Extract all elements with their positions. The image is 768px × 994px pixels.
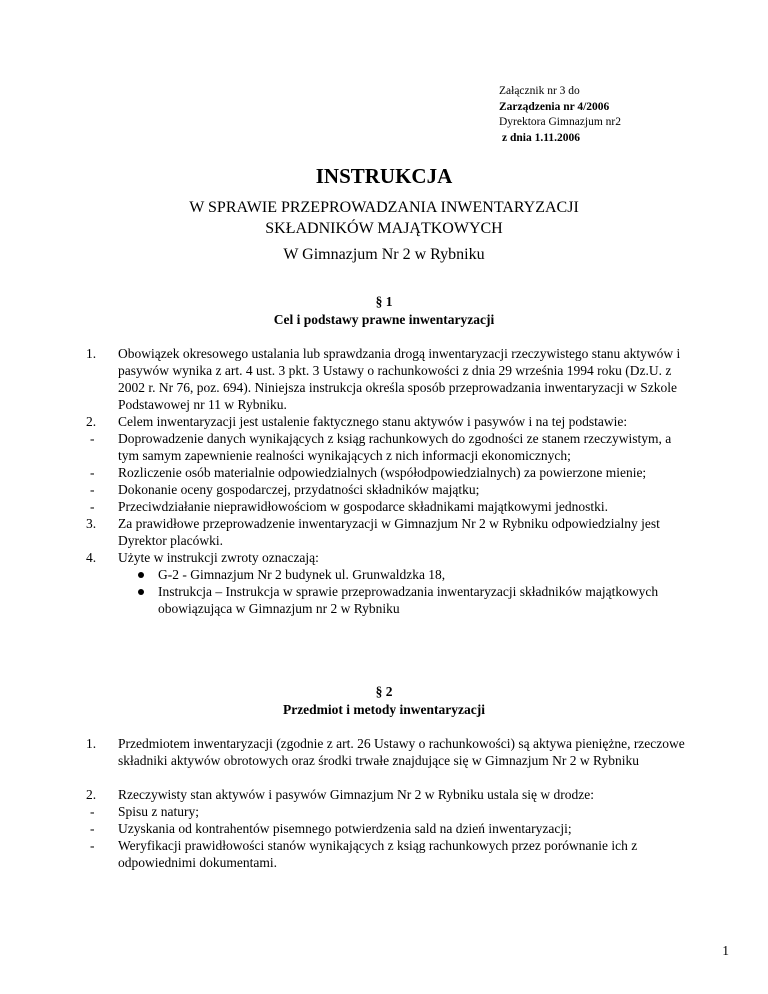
section-2-number: § 2 [375, 684, 393, 699]
list-item-text: Użyte w instrukcji zwroty oznaczają: [118, 550, 319, 565]
section-2-list [84, 735, 694, 871]
dash-item [84, 464, 694, 481]
list-item-text: Dokonanie oceny gospodarczej, przydatności składników majątku; [118, 482, 480, 497]
list-item-text: Doprowadzenie danych wynikających z ksiąg rachunkowych do zgodności ze stanem rzeczywistym, a tym samym zapewnienie realności wynikających z nich informacji ekonomicznych; [118, 431, 672, 463]
list-item-text: Rozliczenie osób materialnie odpowiedzialnych (współodpowiedzialnych) za powierzone mienie; [118, 465, 647, 480]
dash-item [84, 837, 694, 871]
dash-item [84, 803, 694, 820]
list-item-text: Celem inwentaryzacji jest ustalenie faktycznego stanu aktywów i pasywów i na tej podstawie: [118, 414, 628, 429]
numbered-item [84, 413, 694, 430]
list-item-text: Przeciwdziałanie nieprawidłowościom w gospodarce składnikami majątkowymi jednostki. [118, 499, 609, 514]
list-item-text: Uzyskania od kontrahentów pisemnego potwierdzenia sald na dzień inwentaryzacji; [118, 821, 572, 836]
numbered-item [84, 515, 694, 549]
list-marker: - [90, 838, 95, 853]
dash-item [84, 430, 694, 464]
bullet-dot-icon [138, 572, 144, 578]
dash-item [84, 820, 694, 837]
section-2-heading: Przedmiot i metody inwentaryzacji [282, 702, 486, 717]
list-marker: 4. [86, 550, 97, 565]
annex-line-3: Dyrektora Gimnazjum nr2 [499, 116, 621, 128]
dash-item [84, 481, 694, 498]
bullet-item [84, 566, 694, 583]
list-marker: - [90, 499, 95, 514]
list-item-text: Za prawidłowe przeprowadzenie inwentaryzacji w Gimnazjum Nr 2 w Rybniku odpowiedzialny jest Dyrektor placówki. [118, 516, 660, 548]
list-marker: 2. [86, 787, 97, 802]
list-marker: 1. [86, 736, 97, 751]
list-item-text: Spisu z natury; [118, 804, 199, 819]
annex-note [499, 84, 621, 146]
bullet-item [84, 583, 694, 617]
document-subtitle [0, 197, 768, 239]
numbered-item [84, 786, 694, 803]
document-title: INSTRUKCJA [315, 164, 453, 188]
page-number: 1 [722, 943, 729, 958]
dash-item [84, 498, 694, 515]
list-marker: 2. [86, 414, 97, 429]
list-marker: - [90, 465, 95, 480]
section-1-number: § 1 [375, 294, 393, 309]
numbered-item [84, 549, 694, 566]
list-marker: - [90, 482, 95, 497]
annex-line-4: z dnia 1.11.2006 [502, 131, 580, 144]
bullet-dot-icon [138, 589, 144, 595]
list-marker: 1. [86, 346, 97, 361]
subtitle-line-2: SKŁADNIKÓW MAJĄTKOWYCH [265, 220, 503, 237]
subtitle-line-1: W SPRAWIE PRZEPROWADZANIA INWENTARYZACJI [189, 199, 579, 216]
list-item-text: Przedmiotem inwentaryzacji (zgodnie z art. 26 Ustawy o rachunkowości) są aktywa pieniężne, rzeczowe składniki aktywów obrotowych oraz środki trwałe znajdujące się w Gimnazjum Nr 2 w Rybniku [118, 736, 685, 768]
list-item-text: G-2 - Gimnazjum Nr 2 budynek ul. Grunwaldzka 18, [158, 567, 446, 582]
section-1-heading: Cel i podstawy prawne inwentaryzacji [273, 312, 495, 327]
paragraph-gap [84, 769, 694, 786]
list-marker: - [90, 804, 95, 819]
list-item-text: Weryfikacji prawidłowości stanów wynikających z ksiąg rachunkowych przez porównanie ich z odpowiednimi dokumentami. [118, 838, 638, 870]
list-item-text: Rzeczywisty stan aktywów i pasywów Gimnazjum Nr 2 w Rybniku ustala się w drodze: [118, 787, 594, 802]
annex-line-1: Załącznik nr 3 do [499, 85, 580, 97]
section-1-list [84, 345, 694, 617]
numbered-item [84, 735, 694, 769]
document-place: W Gimnazjum Nr 2 w Rybniku [283, 246, 485, 263]
list-marker: 3. [86, 516, 97, 531]
list-marker: - [90, 431, 95, 446]
list-marker: - [90, 821, 95, 836]
list-item-text: Obowiązek okresowego ustalania lub sprawdzania drogą inwentaryzacji rzeczywistego stanu aktywów i pasywów wynika z art. 4 ust. 3 pkt. 3 Ustawy o rachunkowości z dnia 29 września 1994 roku (Dz.U. z 2002 r. Nr 76, poz. 694). Niniejsza instrukcja określa sposób przeprowadzania inwentaryzacji w Szkole Podstawowej nr 11 w Rybniku. [118, 346, 681, 412]
list-item-text: Instrukcja – Instrukcja w sprawie przeprowadzania inwentaryzacji składników majątkowych obowiązująca w Gimnazjum nr 2 w Rybniku [158, 584, 659, 616]
annex-line-2: Zarządzenia nr 4/2006 [499, 100, 610, 113]
numbered-item [84, 345, 694, 413]
